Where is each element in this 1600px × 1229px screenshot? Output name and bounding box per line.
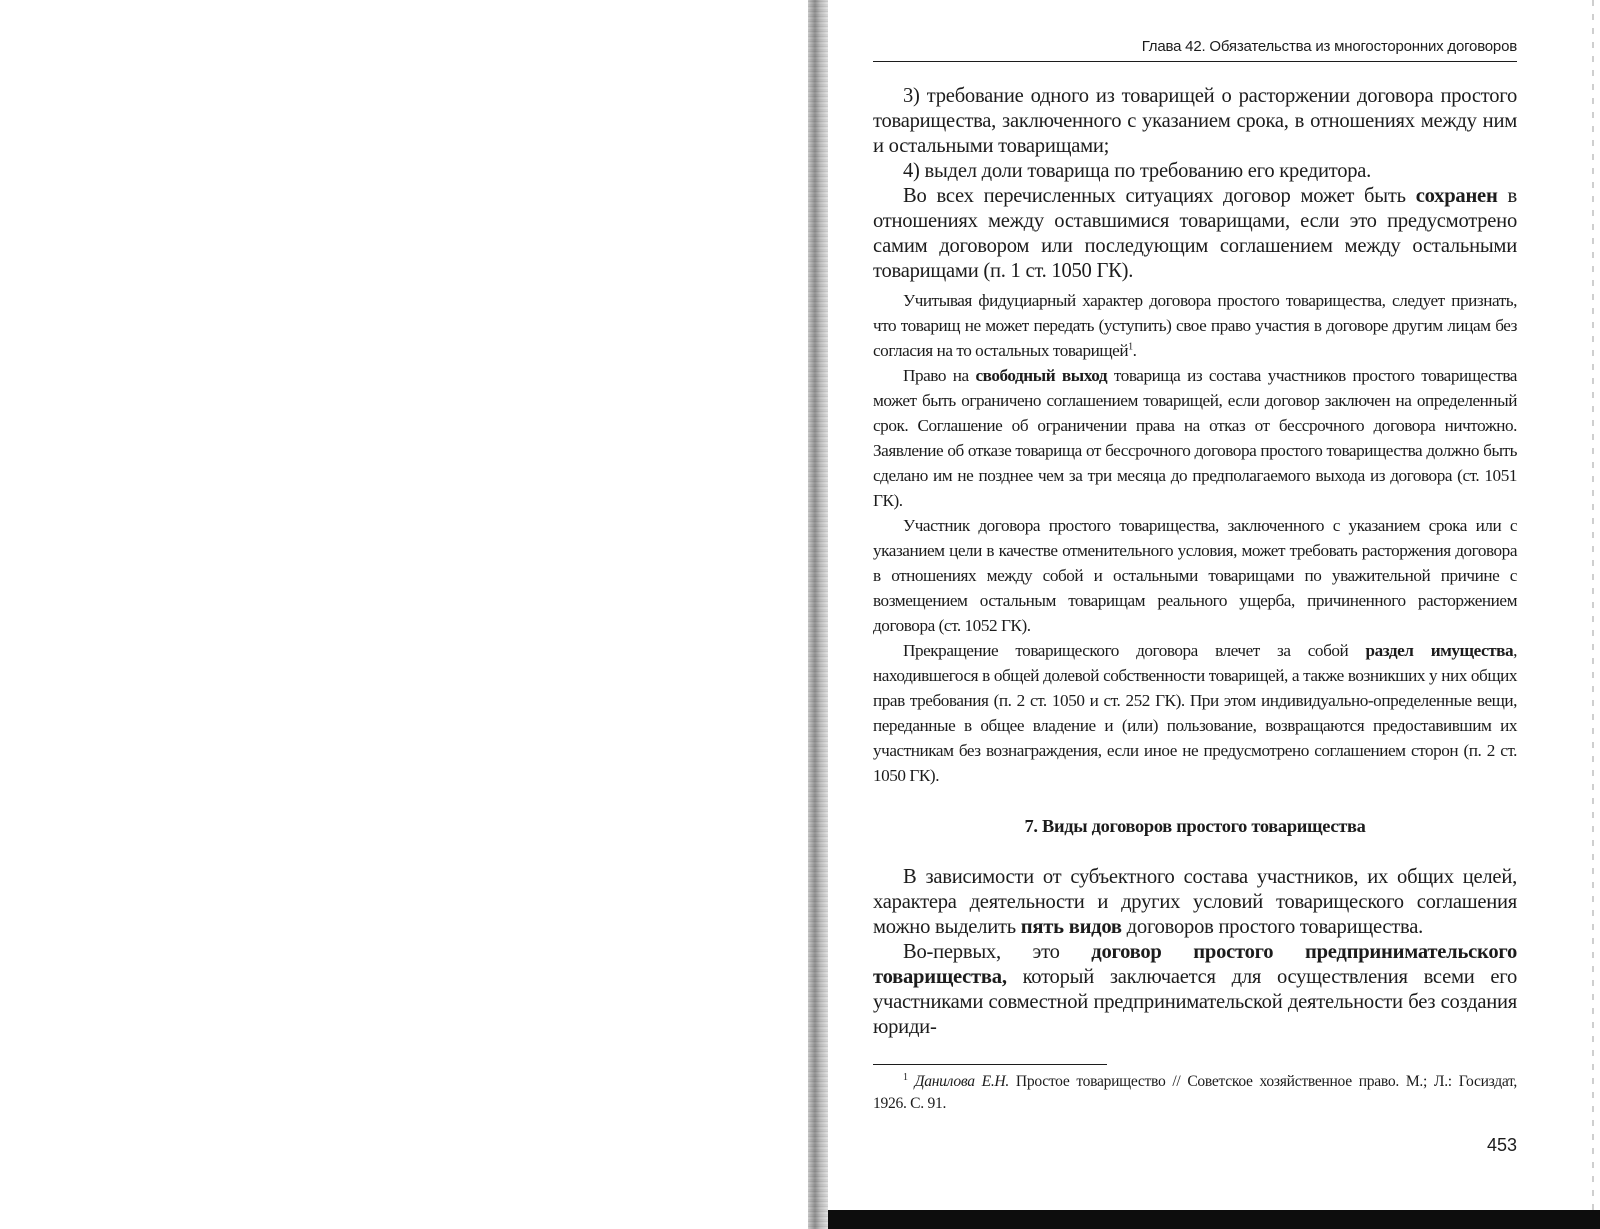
text-run: Простое товарищество // Советское хозяйственное право. М.; Л.: Госиздат, 1926. С. 91.: [873, 1073, 1517, 1112]
paragraph: [873, 513, 1517, 638]
intro-paragraphs: [873, 84, 1517, 284]
text-run: который заключается для осуществления всеми его участниками совместной предпринимательской деятельности без создания юриди-: [873, 966, 1517, 1038]
bold-term: раздел имущества: [1365, 641, 1514, 660]
text-run: , находившегося в общей долевой собственности товарищей, а также возникших у них общих прав требования (п. 2 ст. 1050 и ст. 252 ГК). При этом индивидуально-определенные вещи, переданные в общее владение и (или) пользование, возвращаются предоставившим их участникам без вознаграждения, если иное не предусмотрено соглашением сторон (п. 2 ст. 1050 ГК).: [873, 641, 1517, 785]
bold-term: сохранен: [1415, 185, 1498, 207]
footnote-ref: 1: [1128, 341, 1133, 353]
text-run: договоров простого товарищества.: [1121, 916, 1424, 938]
book-page: [873, 38, 1517, 1156]
paragraph: [873, 940, 1517, 1040]
footnote-ref: 1: [903, 1071, 908, 1083]
bold-term: свободный выход: [975, 366, 1108, 385]
running-head: Глава 42. Обязательства из многосторонних договоров: [873, 38, 1517, 62]
bold-term: договор простого предпринимательского товарищества,: [873, 941, 1518, 988]
section-paragraphs: [873, 865, 1517, 1040]
scan-bottom-band: [828, 1210, 1600, 1229]
bold-term: пять видов: [1020, 916, 1122, 938]
text-run: товарища из состава участников простого товарищества может быть ограничено соглашением товарищей, если договор заключен на определенный срок. Соглашение об ограничении права на отказ от бессрочного договора ничтожно. Заявление об отказе товарища от бессрочного договора простого товарищества должно быть сделано им не позднее чем за три месяца до предполагаемого выхода из договора (ст. 1051 ГК).: [873, 366, 1517, 510]
paragraph: [873, 184, 1517, 284]
text-run: .: [1132, 341, 1137, 360]
book-gutter: [808, 0, 828, 1229]
text-run: Прекращение товарищеского договора влечет за собой: [903, 641, 1366, 660]
text-run: В зависимости от субъектного состава участников, их общих целей, характера деятельности и других условий товарищеского соглашения можно выделить: [873, 866, 1517, 938]
text-run: Во-первых, это: [903, 941, 1092, 963]
paragraph: [873, 363, 1517, 513]
footnote-rule: [873, 1064, 1107, 1065]
text-run: [908, 1073, 915, 1090]
text-run: в отношениях между оставшимися товарищами, если это предусмотрено самим договором или последующим соглашением между остальными товарищами (п. 1 ст. 1050 ГК).: [873, 185, 1517, 282]
paragraph: [873, 865, 1517, 940]
section-heading: 7. Виды договоров простого товарищества: [1024, 816, 1366, 836]
small-print-paragraphs: [873, 288, 1517, 788]
text-run: Во всех перечисленных ситуациях договор может быть: [903, 185, 1416, 207]
text-run: 4) выдел доли товарища по требованию его кредитора.: [903, 160, 1372, 182]
footnote: [873, 1071, 1517, 1115]
text-run: Участник договора простого товарищества, заключенного с указанием срока или с указанием цели в качестве отменительного условия, может требовать расторжения договора в отношениях между собой и остальными товарищами по уважительной причине с возмещением остальным товарищам реального ущерба, причиненного расторжением договора (ст. 1052 ГК).: [873, 516, 1517, 635]
paragraph: [873, 84, 1517, 159]
paragraph: [873, 638, 1517, 788]
paragraph: [873, 288, 1517, 363]
text-run: Право на: [903, 366, 976, 385]
paragraph: [873, 159, 1517, 184]
text-run: Учитывая фидуциарный характер договора простого товарищества, следует признать, что товарищ не может передать (уступить) свое право участия в договоре другим лицам без согласия на то остальных товарищей: [873, 291, 1517, 360]
page-edge-marks: [1592, 0, 1594, 1229]
page-number: 453: [1486, 1135, 1517, 1155]
author-name: Данилова Е.Н.: [914, 1073, 1009, 1090]
text-run: 3) требование одного из товарищей о расторжении договора простого товарищества, заключенного с указанием срока, в отношениях между ним и остальными товарищами;: [873, 85, 1517, 157]
